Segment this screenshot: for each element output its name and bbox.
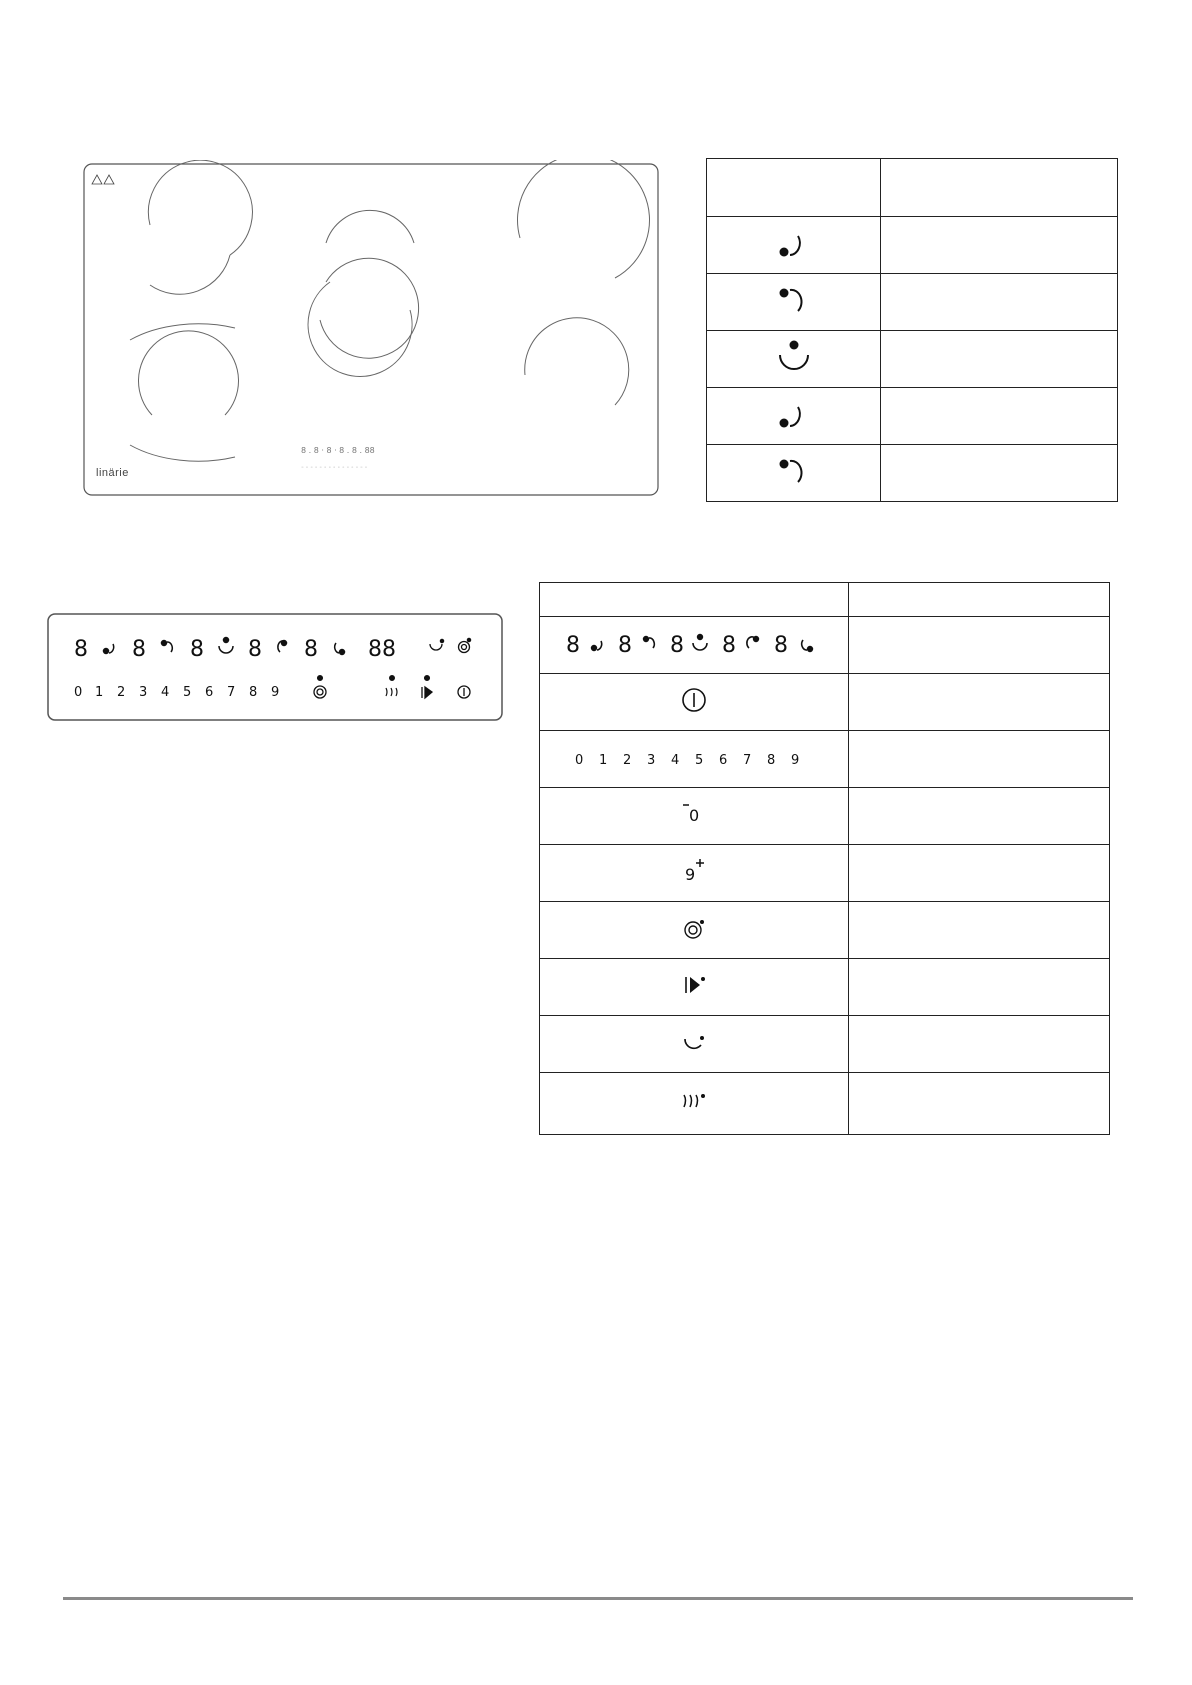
- level-5[interactable]: 5: [183, 685, 192, 700]
- power-level-slider-icon: [569, 742, 819, 772]
- svg-text:2: 2: [623, 752, 632, 768]
- table-row: [707, 274, 1118, 331]
- brand-logo: linärie: [96, 467, 129, 479]
- svg-text:8: 8: [566, 632, 580, 658]
- zone-indicator-table: [706, 158, 1118, 502]
- table-row: [540, 845, 1110, 902]
- table-row: [707, 445, 1118, 502]
- svg-text:8: 8: [774, 632, 788, 658]
- timer-digits: 88: [368, 637, 396, 662]
- zone-rear-left-icon: [774, 285, 814, 315]
- zone-front-right-icon: [774, 399, 814, 429]
- level-6[interactable]: 6: [205, 685, 214, 700]
- lock-icon: [679, 913, 709, 943]
- level-3[interactable]: 3: [139, 685, 148, 700]
- control-panel: [46, 612, 504, 722]
- level-8[interactable]: 8: [249, 685, 258, 700]
- level-7[interactable]: 7: [227, 685, 236, 700]
- svg-text:5: 5: [695, 752, 704, 768]
- svg-text:6: 6: [719, 752, 728, 768]
- svg-text:9: 9: [791, 752, 800, 768]
- svg-text:8 . 8 · 8 · 8 . 8 . 88: 8 . 8 · 8 · 8 . 8 . 88: [301, 446, 375, 455]
- table-row: [707, 217, 1118, 274]
- svg-text:8: 8: [670, 632, 684, 658]
- power-icon: [679, 685, 709, 715]
- table-row: [707, 331, 1118, 388]
- timer-icon: [679, 1027, 709, 1057]
- svg-text:◦ ◦ ◦ ◦ ◦ ◦ ◦ ◦ ◦ ◦ ◦ ◦: ◦ ◦ ◦ ◦ ◦ ◦ ◦ ◦ ◦ ◦ ◦ ◦ ◦ ◦ ◦: [301, 465, 368, 471]
- table-row: [707, 388, 1118, 445]
- level-zero-icon: [679, 799, 709, 829]
- zone-middle-icon: [774, 337, 814, 377]
- hob-top-view: [80, 160, 662, 500]
- table-row: [540, 1016, 1110, 1073]
- digit-zone-5: 8: [304, 637, 318, 662]
- keep-warm-icon: [679, 1086, 709, 1116]
- level-0[interactable]: 0: [74, 685, 83, 700]
- digit-zone-2: 8: [132, 637, 146, 662]
- digit-zone-1: 8: [74, 637, 88, 662]
- digit-zone-4: 8: [248, 637, 262, 662]
- footer-rule: [63, 1597, 1133, 1600]
- svg-text:0: 0: [689, 805, 700, 825]
- svg-text:0: 0: [575, 752, 584, 768]
- svg-text:4: 4: [671, 752, 680, 768]
- svg-text:3: 3: [647, 752, 656, 768]
- table-row: [540, 1073, 1110, 1135]
- digit-zone-3: 8: [190, 637, 204, 662]
- svg-text:9: 9: [685, 864, 696, 884]
- zone-displays-icon: [564, 628, 824, 658]
- level-1[interactable]: 1: [95, 685, 104, 700]
- table-row: [540, 617, 1110, 674]
- table-header-row: [707, 159, 1118, 217]
- pause-icon: [679, 970, 709, 1000]
- table-row: [540, 788, 1110, 845]
- level-4[interactable]: 4: [161, 685, 170, 700]
- zone-rear-right-icon: [774, 456, 814, 486]
- svg-text:1: 1: [599, 752, 608, 768]
- zone-front-left-icon: [774, 228, 814, 258]
- level-nine-boost-icon: [679, 856, 709, 886]
- controls-table: [539, 582, 1110, 1135]
- table-header-row: [540, 583, 1110, 617]
- svg-text:8: 8: [722, 632, 736, 658]
- svg-text:8: 8: [618, 632, 632, 658]
- table-row: [540, 959, 1110, 1016]
- table-row: [540, 902, 1110, 959]
- svg-text:8: 8: [767, 752, 776, 768]
- svg-text:7: 7: [743, 752, 752, 768]
- level-2[interactable]: 2: [117, 685, 126, 700]
- table-row: [540, 731, 1110, 788]
- table-row: [540, 674, 1110, 731]
- level-9[interactable]: 9: [271, 685, 280, 700]
